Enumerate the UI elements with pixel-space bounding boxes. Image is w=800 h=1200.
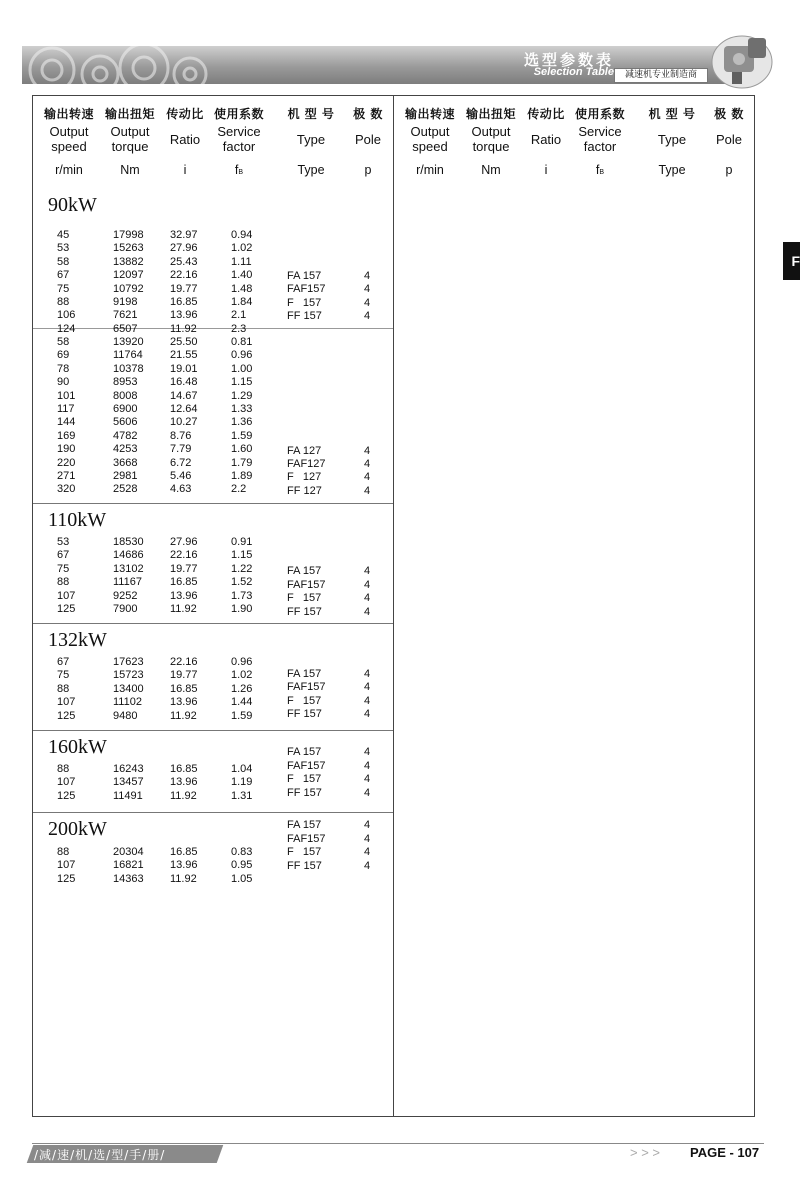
- table-cell: 1.31: [231, 789, 253, 802]
- footer-rule: [32, 1143, 764, 1144]
- power-rating-heading: 132kW: [48, 629, 107, 651]
- header-en-label: Pole: [715, 132, 743, 147]
- table-cell: 11764: [113, 349, 143, 362]
- table-cell: 13.96: [170, 309, 198, 322]
- type-cell: FAF157: [287, 681, 326, 694]
- table-row: [33, 242, 303, 255]
- table-cell: 1.00: [231, 362, 253, 375]
- header-unit-label: r/min: [416, 163, 444, 177]
- table-row: [33, 430, 303, 443]
- table-cell: 1.02: [231, 669, 253, 682]
- pole-cell: 4: [364, 283, 371, 296]
- type-row: [33, 471, 393, 484]
- type-cell: FF 157: [287, 859, 322, 872]
- table-row: [33, 349, 303, 362]
- table-cell: 1.02: [231, 242, 253, 255]
- section-separator: [33, 812, 393, 813]
- table-cell: 32.97: [170, 229, 198, 241]
- table-cell: 13.96: [170, 776, 198, 789]
- table-cell: 125: [57, 709, 76, 722]
- table-cell: 5606: [113, 416, 138, 429]
- type-cell: FA 157: [287, 667, 322, 680]
- table-cell: 88: [57, 763, 70, 775]
- table-cell: 53: [57, 242, 70, 255]
- type-cell: FF 157: [287, 310, 322, 322]
- pole-cell: 4: [364, 471, 371, 484]
- table-cell: 2.2: [231, 483, 247, 496]
- table-cell: 1.33: [231, 403, 253, 415]
- table-cell: 58: [57, 336, 70, 348]
- type-cell: FA 157: [287, 269, 322, 282]
- table-row: [33, 376, 303, 389]
- table-cell: 19.77: [170, 562, 198, 575]
- banner-title-cn: 选型参数表: [523, 51, 614, 69]
- type-row: [33, 708, 393, 721]
- header-unit-label: Type: [297, 163, 325, 177]
- table-cell: 75: [57, 669, 70, 682]
- header-cn-label: 传动比: [166, 107, 204, 121]
- table-cell: 124: [57, 322, 76, 335]
- table-cell: 9198: [113, 296, 138, 308]
- type-cell: F 127: [287, 471, 322, 484]
- header-unit-subscript: B: [238, 169, 244, 176]
- header-cn-label: 机 型 号: [648, 107, 696, 121]
- table-cell: 117: [57, 403, 75, 415]
- header-unit-label: r/min: [55, 163, 83, 177]
- table-cell: 320: [57, 483, 76, 496]
- header-en-label: Pole: [354, 132, 382, 147]
- table-cell: 1.79: [231, 456, 253, 469]
- pole-cell: 4: [364, 681, 371, 694]
- table-cell: 16821: [113, 859, 144, 872]
- table-cell: 67: [57, 269, 70, 282]
- table-cell: 2981: [113, 470, 138, 482]
- table-cell: 13882: [113, 255, 144, 268]
- table-cell: 58: [57, 255, 70, 268]
- table-cell: 10.27: [170, 416, 198, 429]
- pole-cell: 4: [364, 773, 371, 786]
- table-cell: 67: [57, 656, 70, 668]
- table-cell: 14686: [113, 549, 144, 562]
- table-cell: 17998: [113, 229, 144, 241]
- type-row: [33, 606, 393, 619]
- table-cell: 4782: [113, 429, 138, 442]
- table-cell: 13.96: [170, 859, 198, 872]
- pole-cell: 4: [364, 707, 371, 720]
- table-cell: 1.29: [231, 389, 253, 402]
- table-row: [33, 549, 303, 562]
- type-cell: FAF157: [287, 283, 326, 296]
- header-unit-label: p: [364, 163, 372, 177]
- table-cell: 1.48: [231, 282, 253, 295]
- pole-cell: 4: [364, 484, 371, 497]
- pole-cell: 4: [364, 269, 371, 282]
- table-cell: 4.63: [170, 483, 192, 496]
- type-row: [33, 310, 393, 323]
- pole-cell: 4: [364, 296, 371, 309]
- type-cell: F 157: [287, 846, 322, 859]
- table-cell: 190: [57, 443, 76, 456]
- header-en-label: Output speed: [49, 124, 89, 154]
- table-row: [33, 416, 303, 429]
- table-cell: 1.60: [231, 443, 253, 456]
- table-cell: 107: [57, 859, 76, 872]
- type-cell: FA 157: [287, 819, 322, 832]
- header-en-label: Type: [296, 132, 326, 147]
- pole-cell: 4: [364, 832, 371, 845]
- table-cell: 1.15: [231, 376, 253, 389]
- table-cell: 8953: [113, 376, 138, 389]
- table-cell: 88: [57, 296, 70, 308]
- header-en-label: Ratio: [530, 132, 562, 147]
- banner-tag: 减速机专业制造商: [614, 68, 708, 83]
- table-cell: 13102: [113, 562, 144, 575]
- type-row: [33, 787, 393, 800]
- table-cell: 12.64: [170, 403, 198, 415]
- header-unit-label: p: [725, 163, 733, 177]
- table-cell: 88: [57, 846, 70, 858]
- table-cell: 0.94: [231, 229, 253, 241]
- type-cell: FF 157: [287, 605, 322, 618]
- table-cell: 107: [57, 696, 76, 709]
- table-cell: 78: [57, 362, 70, 375]
- type-row: [33, 458, 393, 471]
- type-cell: F 157: [287, 296, 322, 309]
- table-cell: 2528: [113, 483, 138, 496]
- type-cell: FA 127: [287, 444, 322, 457]
- table-row: [33, 363, 303, 376]
- table-cell: 1.19: [231, 776, 253, 789]
- table-cell: 8.76: [170, 429, 192, 442]
- header-en-label: Service factor: [578, 124, 622, 154]
- type-cell: FAF157: [287, 759, 326, 772]
- table-cell: 2.3: [231, 322, 247, 335]
- pole-cell: 4: [364, 444, 371, 457]
- pole-cell: 4: [364, 565, 371, 578]
- type-row: [33, 681, 393, 694]
- pole-cell: 4: [364, 819, 371, 832]
- table-row: [33, 336, 303, 349]
- table-cell: 13457: [113, 776, 144, 789]
- table-cell: 0.96: [231, 349, 253, 362]
- table-cell: 2.1: [231, 309, 247, 322]
- type-row: [33, 860, 393, 873]
- table-cell: 15263: [113, 242, 144, 255]
- table-cell: 19.77: [170, 282, 198, 295]
- header-cn-label: 使用系数: [213, 107, 264, 121]
- table-row: [33, 256, 303, 269]
- table-cell: 11167: [113, 576, 142, 589]
- table-row: [33, 403, 303, 416]
- table-cell: 22.16: [170, 549, 198, 562]
- table-cell: 21.55: [170, 349, 198, 362]
- table-cell: 88: [57, 576, 70, 589]
- table-cell: 107: [57, 776, 76, 789]
- table-cell: 1.90: [231, 603, 253, 615]
- table-cell: 1.05: [231, 872, 253, 885]
- type-row: [33, 833, 393, 846]
- header-en-label: Ratio: [169, 132, 201, 147]
- footer-manual-label: /减/速/机/选/型/手/册/: [34, 1148, 166, 1162]
- table-cell: 12097: [113, 269, 144, 282]
- table-cell: 1.52: [231, 576, 253, 589]
- type-row: [33, 270, 393, 283]
- table-cell: 125: [57, 603, 76, 615]
- table-cell: 16.85: [170, 296, 198, 308]
- table-cell: 17623: [113, 656, 144, 668]
- type-cell: FF 127: [287, 484, 322, 497]
- header-unit-label: Nm: [481, 163, 501, 177]
- table-cell: 88: [57, 682, 70, 695]
- table-cell: 1.84: [231, 296, 253, 308]
- header-en-label: Service factor: [217, 124, 261, 154]
- header-en-label: Output torque: [110, 124, 150, 154]
- type-cell: FAF157: [287, 832, 326, 845]
- pole-cell: 4: [364, 694, 371, 707]
- table-cell: 25.50: [170, 336, 198, 348]
- table-cell: 11102: [113, 696, 142, 709]
- type-cell: FA 157: [287, 746, 322, 759]
- header-unit-label: fB: [595, 163, 605, 177]
- power-rating-heading: 160kW: [48, 736, 107, 758]
- table-cell: 101: [57, 389, 76, 402]
- type-row: [33, 485, 393, 498]
- table-cell: 45: [57, 229, 70, 241]
- table-cell: 1.36: [231, 416, 253, 429]
- table-cell: 27.96: [170, 242, 198, 255]
- pole-cell: 4: [364, 592, 371, 605]
- type-row: [33, 846, 393, 859]
- table-header-right: [394, 96, 754, 186]
- type-cell: FAF127: [287, 458, 326, 470]
- table-cell: 22.16: [170, 269, 198, 282]
- table-cell: 4253: [113, 443, 138, 456]
- table-cell: 69: [57, 349, 70, 362]
- table-cell: 106: [57, 309, 76, 322]
- table-cell: 11.92: [170, 872, 197, 885]
- table-cell: 0.81: [231, 336, 253, 348]
- table-cell: 15723: [113, 669, 144, 682]
- table-row: [33, 536, 303, 549]
- page-number: PAGE - 107: [690, 1145, 760, 1160]
- table-cell: 7621: [113, 309, 138, 322]
- section-side-tab: F: [783, 242, 800, 280]
- table-cell: 0.91: [231, 536, 253, 548]
- table-cell: 16.85: [170, 682, 198, 695]
- type-cell: FF 157: [287, 707, 322, 720]
- table-cell: 1.22: [231, 562, 253, 575]
- power-rating-heading: 110kW: [48, 509, 107, 531]
- table-cell: 22.16: [170, 656, 198, 668]
- pole-cell: 4: [364, 667, 371, 680]
- header-en-label: Output torque: [471, 124, 511, 154]
- table-cell: 7900: [113, 603, 138, 615]
- gears-decoration-icon: [22, 46, 242, 84]
- header-cn-label: 传动比: [527, 107, 565, 121]
- header-cn-label: 极 数: [353, 107, 383, 121]
- table-cell: 125: [57, 872, 76, 885]
- table-cell: 8008: [113, 389, 138, 402]
- table-cell: 10792: [113, 282, 144, 295]
- power-rating-heading: 200kW: [48, 818, 107, 840]
- table-cell: 16243: [113, 763, 144, 775]
- table-cell: 1.59: [231, 429, 253, 442]
- table-cell: 0.96: [231, 656, 253, 668]
- table-cell: 7.79: [170, 443, 192, 456]
- type-row: [33, 283, 393, 296]
- table-cell: 14.67: [170, 389, 198, 402]
- header-cn-label: 输出转速: [43, 107, 94, 121]
- header-cn-label: 使用系数: [574, 107, 625, 121]
- type-row: [33, 579, 393, 592]
- table-cell: 20304: [113, 846, 144, 858]
- header-cn-label: 输出扭矩: [465, 107, 516, 121]
- header-en-label: Output speed: [410, 124, 450, 154]
- section-separator: [33, 503, 393, 504]
- table-cell: 6.72: [170, 456, 192, 469]
- table-cell: 6507: [113, 322, 138, 335]
- table-cell: 0.83: [231, 846, 253, 858]
- table-cell: 25.43: [170, 255, 198, 268]
- pole-cell: 4: [364, 605, 371, 618]
- selection-table: [32, 95, 755, 1117]
- table-cell: 271: [57, 470, 76, 482]
- table-cell: 0.95: [231, 859, 253, 872]
- pole-cell: 4: [364, 786, 371, 799]
- table-cell: 27.96: [170, 536, 198, 548]
- header-en-label: Type: [657, 132, 687, 147]
- table-cell: 16.85: [170, 763, 198, 775]
- table-cell: 75: [57, 282, 70, 295]
- table-cell: 75: [57, 562, 70, 575]
- type-row: [33, 445, 393, 458]
- section-separator: [33, 623, 393, 624]
- table-cell: 169: [57, 429, 76, 442]
- pole-cell: 4: [364, 759, 371, 772]
- power-rating-heading: 90kW: [48, 194, 97, 216]
- table-cell: 90: [57, 376, 70, 389]
- table-cell: 107: [57, 589, 76, 602]
- type-row: [33, 297, 393, 310]
- table-cell: 10378: [113, 362, 144, 375]
- table-cell: 18530: [113, 536, 144, 548]
- header-unit-subscript: B: [599, 169, 605, 176]
- banner-title-en: Selection Table: [533, 66, 614, 78]
- table-cell: 53: [57, 536, 70, 548]
- type-cell: FA 157: [287, 565, 322, 578]
- table-cell: 11.92: [170, 709, 197, 722]
- type-row: [33, 746, 393, 759]
- type-cell: F 157: [287, 592, 322, 605]
- table-cell: 11.92: [170, 603, 197, 615]
- header-cn-label: 机 型 号: [287, 107, 335, 121]
- table-cell: 144: [57, 416, 76, 429]
- gear-motor-icon: [706, 28, 778, 90]
- table-cell: 3668: [113, 456, 138, 469]
- header-unit-label: Type: [658, 163, 686, 177]
- table-cell: 1.73: [231, 589, 253, 602]
- pole-cell: 4: [364, 310, 371, 322]
- type-row: [33, 562, 393, 578]
- table-cell: 13.96: [170, 589, 198, 602]
- table-cell: 13400: [113, 682, 144, 695]
- table-cell: 11.92: [170, 789, 197, 802]
- pole-cell: 4: [364, 578, 371, 591]
- pole-cell: 4: [364, 859, 371, 872]
- table-cell: 1.15: [231, 549, 253, 562]
- table-cell: 11491: [113, 789, 143, 802]
- table-cell: 16.85: [170, 846, 198, 858]
- footer-arrows: > > >: [630, 1145, 660, 1160]
- table-cell: 9252: [113, 589, 138, 602]
- table-cell: 125: [57, 789, 76, 802]
- type-row: [33, 668, 393, 681]
- table-cell: 19.77: [170, 669, 198, 682]
- table-row: [33, 873, 303, 886]
- header-cn-label: 输出转速: [404, 107, 455, 121]
- table-cell: 19.01: [170, 362, 198, 375]
- table-header-left: [33, 96, 393, 186]
- table-cell: 1.04: [231, 763, 253, 775]
- header-unit-label: i: [544, 163, 548, 177]
- table-cell: 1.89: [231, 470, 253, 482]
- table-cell: 6900: [113, 403, 138, 415]
- pole-cell: 4: [364, 846, 371, 859]
- pole-cell: 4: [364, 458, 371, 470]
- type-row: [33, 773, 393, 786]
- table-cell: 220: [57, 456, 76, 469]
- pole-cell: 4: [364, 746, 371, 759]
- header-cn-label: 输出扭矩: [104, 107, 155, 121]
- type-cell: FF 157: [287, 786, 322, 799]
- table-cell: 9480: [113, 709, 138, 722]
- table-cell: 5.46: [170, 470, 192, 482]
- table-cell: 16.48: [170, 376, 198, 389]
- type-cell: F 157: [287, 773, 322, 786]
- table-cell: 1.26: [231, 682, 253, 695]
- header-unit-label: Nm: [120, 163, 140, 177]
- type-row: [33, 760, 393, 773]
- type-row: [33, 589, 393, 605]
- table-cell: 67: [57, 549, 70, 562]
- table-row: [33, 390, 303, 403]
- table-cell: 1.59: [231, 709, 253, 722]
- table-row: [33, 229, 303, 242]
- column-divider: [393, 96, 394, 1116]
- header-cn-label: 极 数: [714, 107, 744, 121]
- table-cell: 11.92: [170, 322, 197, 335]
- type-row: [33, 695, 393, 708]
- table-cell: 1.44: [231, 696, 253, 709]
- table-cell: 13920: [113, 336, 144, 348]
- header-unit-label: fB: [234, 163, 244, 177]
- header-unit-label: i: [183, 163, 187, 177]
- type-row: [33, 819, 393, 832]
- section-separator: [33, 730, 393, 731]
- table-cell: 1.11: [231, 255, 252, 268]
- table-cell: 14363: [113, 872, 144, 885]
- table-row: [33, 323, 303, 336]
- table-cell: 13.96: [170, 696, 198, 709]
- type-cell: FAF157: [287, 578, 326, 591]
- table-cell: 16.85: [170, 576, 198, 589]
- table-cell: 1.40: [231, 269, 253, 282]
- header-banner: [22, 46, 742, 84]
- type-cell: F 157: [287, 694, 322, 707]
